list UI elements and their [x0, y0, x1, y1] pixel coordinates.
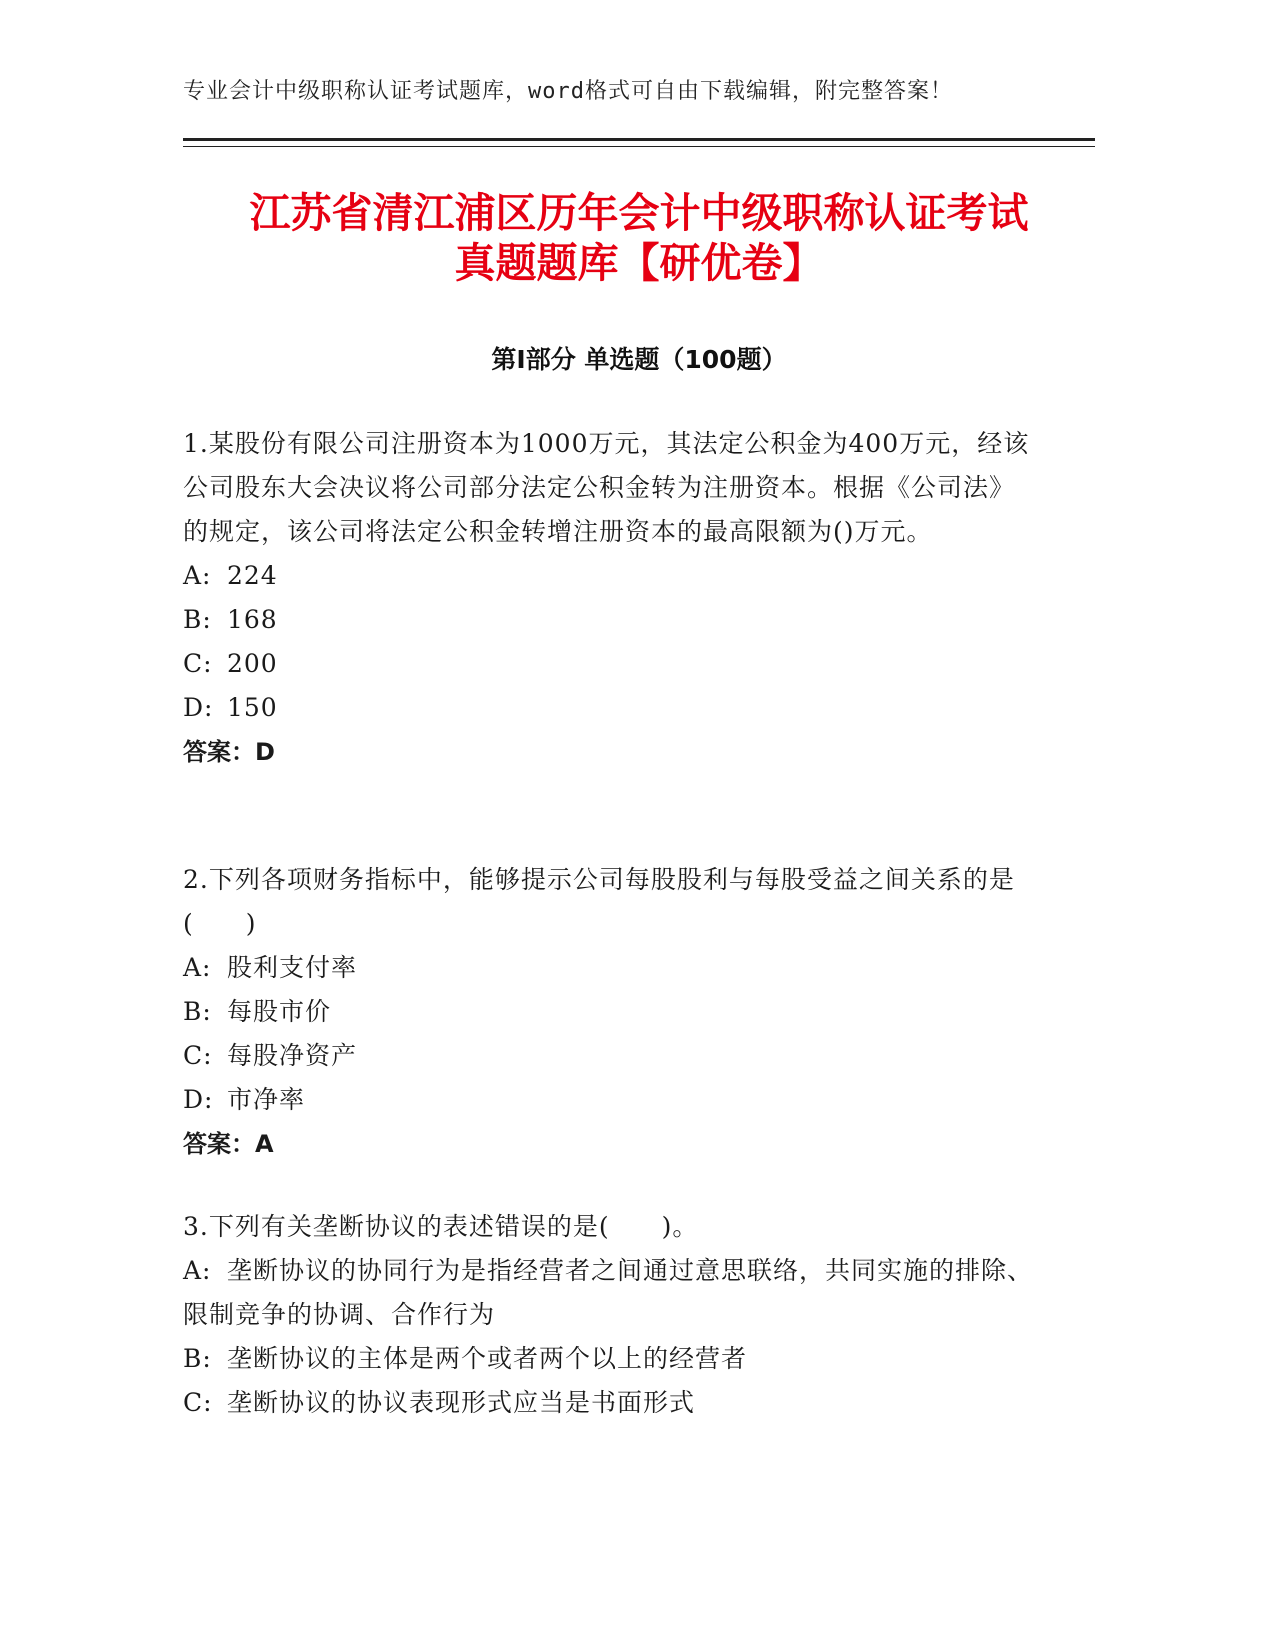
option-text: 150: [227, 693, 278, 722]
option-text: 垄断协议的协同行为是指经营者之间通过意思联络，共同实施的排除、限制竞争的协调、合作行为: [183, 1256, 1034, 1329]
option-a: [183, 946, 1033, 990]
option-text: 224: [227, 561, 278, 590]
document-title-line-1: 江苏省清江浦区历年会计中级职称认证考试: [249, 189, 1029, 237]
question-2: [183, 858, 1033, 1166]
option-b: [183, 990, 1033, 1034]
question-stem: 3.下列有关垄断协议的表述错误的是( )。: [183, 1212, 699, 1241]
option-letter: B:: [183, 605, 212, 634]
answer: 答案：A: [183, 1130, 274, 1158]
option-a: [183, 1249, 1033, 1337]
option-letter: C:: [183, 1388, 213, 1417]
section-title: 第Ⅰ部分 单选题（100题）: [491, 345, 787, 374]
header-rule-thin: [183, 146, 1095, 147]
option-b: [183, 598, 1033, 642]
option-c: [183, 642, 1033, 686]
option-text: 每股净资产: [227, 1041, 358, 1070]
document-title-line-2: 真题题库【研优卷】: [454, 239, 824, 287]
option-d: [183, 1078, 1033, 1122]
option-text: 股利支付率: [227, 953, 358, 982]
page-header-text: 专业会计中级职称认证考试题库，word格式可自由下载编辑，附完整答案！: [183, 79, 953, 104]
option-letter: B:: [183, 997, 212, 1026]
option-text: 168: [227, 605, 278, 634]
document-title: [183, 188, 1095, 288]
option-text: 每股市价: [227, 997, 332, 1026]
option-b: [183, 1337, 1033, 1381]
option-letter: D:: [183, 693, 214, 722]
question-stem: 1.某股份有限公司注册资本为1000万元，其法定公积金为400万元，经该公司股东大会决议将公司部分法定公积金转为注册资本。根据《公司法》的规定，该公司将法定公积金转增注册资本的最高限额为()万元。: [183, 429, 1030, 546]
question-1: [183, 422, 1033, 774]
option-text: 垄断协议的协议表现形式应当是书面形式: [227, 1388, 696, 1417]
option-c: [183, 1381, 1033, 1425]
option-text: 市净率: [227, 1085, 306, 1114]
question-stem: 2.下列各项财务指标中，能够提示公司每股股利与每股受益之间关系的是( ): [183, 865, 1015, 938]
option-text: 200: [227, 649, 278, 678]
option-a: [183, 554, 1033, 598]
question-3: [183, 1205, 1033, 1425]
option-c: [183, 1034, 1033, 1078]
option-letter: A:: [183, 1256, 212, 1285]
option-d: [183, 686, 1033, 730]
option-text: 垄断协议的主体是两个或者两个以上的经营者: [227, 1344, 748, 1373]
option-letter: B:: [183, 1344, 212, 1373]
option-letter: C:: [183, 649, 213, 678]
header-rule-thick: [183, 138, 1095, 141]
option-letter: D:: [183, 1085, 214, 1114]
option-letter: A:: [183, 953, 212, 982]
answer: 答案：D: [183, 738, 275, 766]
option-letter: A:: [183, 561, 212, 590]
option-letter: C:: [183, 1041, 213, 1070]
